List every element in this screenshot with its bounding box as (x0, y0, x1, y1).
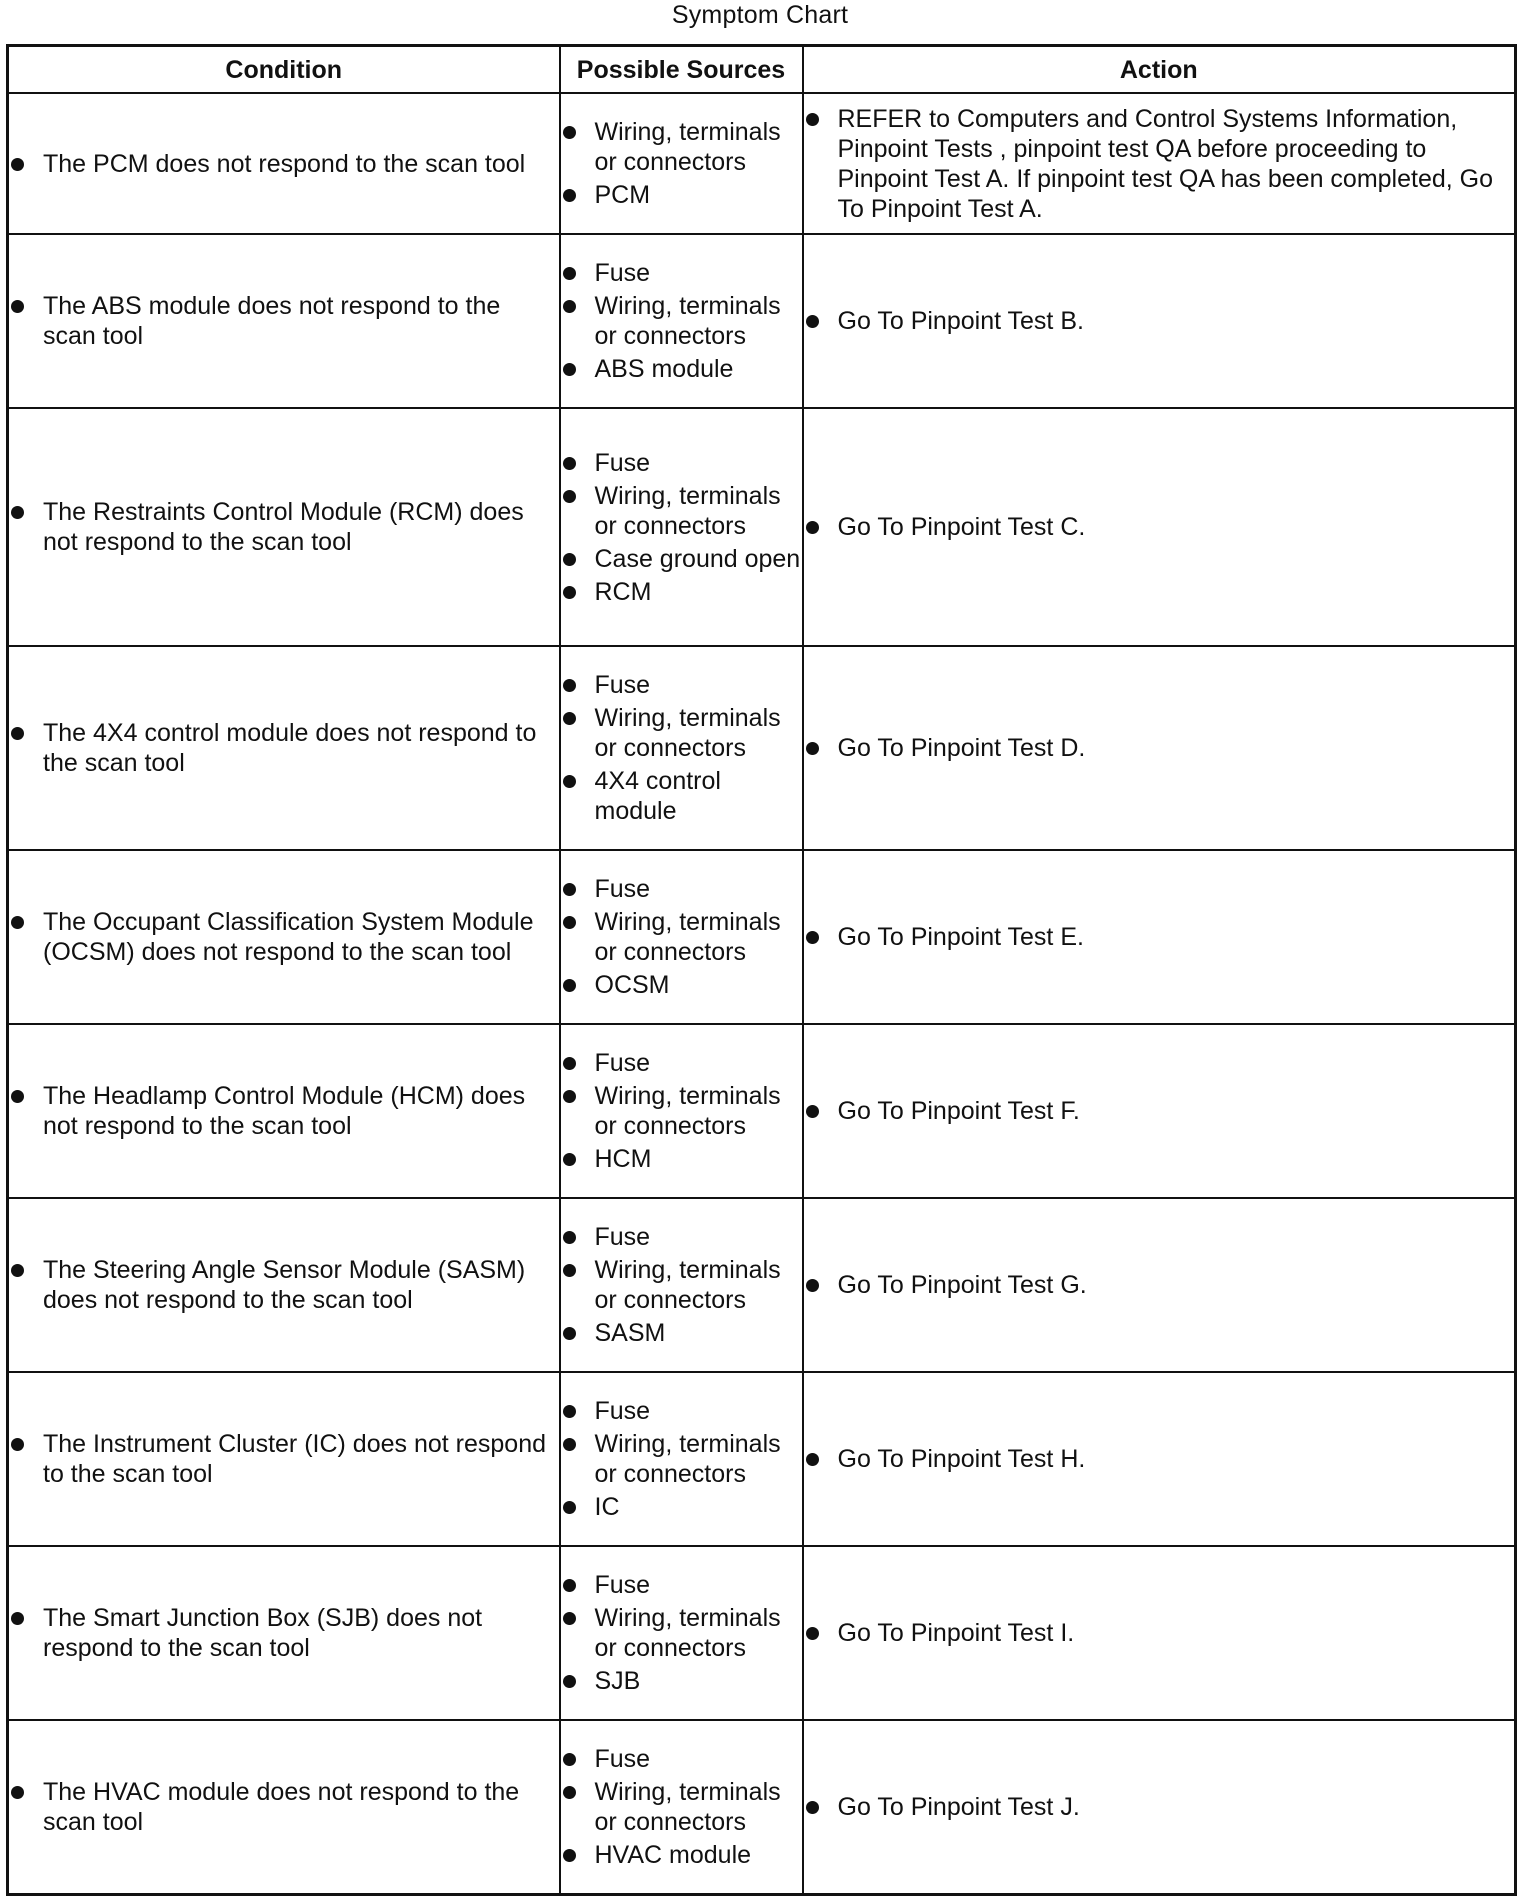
action-text: Go To Pinpoint Test B. (804, 306, 1515, 336)
source-item: HVAC module (561, 1840, 802, 1870)
column-header-condition: Condition (8, 46, 560, 94)
sources-cell (560, 408, 803, 646)
action-text: Go To Pinpoint Test G. (804, 1270, 1515, 1300)
condition-text: The Smart Junction Box (SJB) does not respond to the scan tool (9, 1603, 559, 1663)
condition-text: The Occupant Classification System Module (OCSM) does not respond to the scan tool (9, 907, 559, 967)
source-item: Fuse (561, 1744, 802, 1774)
source-item: PCM (561, 180, 802, 210)
symptom-chart-table (6, 44, 1517, 1896)
condition-cell (8, 234, 560, 408)
condition-cell (8, 850, 560, 1024)
source-item: Fuse (561, 448, 802, 478)
source-item: Fuse (561, 1048, 802, 1078)
action-text: Go To Pinpoint Test J. (804, 1792, 1515, 1822)
sources-cell (560, 1024, 803, 1198)
table-row (8, 1198, 1516, 1372)
source-item: OCSM (561, 970, 802, 1000)
action-cell (803, 408, 1516, 646)
condition-cell (8, 1024, 560, 1198)
source-item: Fuse (561, 874, 802, 904)
source-item: Wiring, terminals or connectors (561, 1603, 802, 1663)
table-row (8, 408, 1516, 646)
source-item: Wiring, terminals or connectors (561, 1255, 802, 1315)
condition-text: The Steering Angle Sensor Module (SASM) does not respond to the scan tool (9, 1255, 559, 1315)
condition-text: The Restraints Control Module (RCM) does not respond to the scan tool (9, 497, 559, 557)
condition-text: The PCM does not respond to the scan tool (9, 149, 559, 179)
action-text: Go To Pinpoint Test I. (804, 1618, 1515, 1648)
sources-cell (560, 234, 803, 408)
condition-cell (8, 1546, 560, 1720)
sources-cell (560, 850, 803, 1024)
action-text: REFER to Computers and Control Systems Information, Pinpoint Tests , pinpoint test QA before proceeding to Pinpoint Test A. If pinpoint test QA has been completed, Go To Pinpoint Test A. (804, 104, 1515, 224)
table-row (8, 93, 1516, 234)
source-item: SASM (561, 1318, 802, 1348)
table-row (8, 850, 1516, 1024)
condition-text: The Instrument Cluster (IC) does not respond to the scan tool (9, 1429, 559, 1489)
source-item: Fuse (561, 670, 802, 700)
condition-text: The Headlamp Control Module (HCM) does not respond to the scan tool (9, 1081, 559, 1141)
table-header-row (8, 46, 1516, 94)
action-cell (803, 1546, 1516, 1720)
action-cell (803, 1720, 1516, 1894)
action-text: Go To Pinpoint Test C. (804, 512, 1515, 542)
condition-text: The HVAC module does not respond to the scan tool (9, 1777, 559, 1837)
condition-cell (8, 646, 560, 850)
source-item: Wiring, terminals or connectors (561, 481, 802, 541)
sources-cell (560, 1372, 803, 1546)
table-row (8, 646, 1516, 850)
action-cell (803, 1372, 1516, 1546)
source-item: Case ground open (561, 544, 802, 574)
condition-cell (8, 1198, 560, 1372)
source-item: Fuse (561, 1222, 802, 1252)
source-item: RCM (561, 577, 802, 607)
source-item: Wiring, terminals or connectors (561, 117, 802, 177)
action-cell (803, 1024, 1516, 1198)
table-row (8, 1024, 1516, 1198)
condition-cell (8, 408, 560, 646)
action-text: Go To Pinpoint Test E. (804, 922, 1515, 952)
sources-cell (560, 1546, 803, 1720)
column-header-action: Action (803, 46, 1516, 94)
source-item: Wiring, terminals or connectors (561, 1777, 802, 1837)
source-item: Wiring, terminals or connectors (561, 1429, 802, 1489)
source-item: Fuse (561, 1570, 802, 1600)
source-item: ABS module (561, 354, 802, 384)
source-item: Wiring, terminals or connectors (561, 1081, 802, 1141)
source-item: Fuse (561, 1396, 802, 1426)
action-text: Go To Pinpoint Test D. (804, 733, 1515, 763)
sources-cell (560, 1720, 803, 1894)
page-title: Symptom Chart (671, 1, 849, 29)
condition-cell (8, 93, 560, 234)
condition-text: The ABS module does not respond to the scan tool (9, 291, 559, 351)
table-row (8, 1720, 1516, 1894)
sources-cell (560, 1198, 803, 1372)
action-text: Go To Pinpoint Test H. (804, 1444, 1515, 1474)
source-item: Fuse (561, 258, 802, 288)
action-cell (803, 646, 1516, 850)
source-item: Wiring, terminals or connectors (561, 703, 802, 763)
column-header-possible-sources: Possible Sources (560, 46, 803, 94)
sources-cell (560, 646, 803, 850)
source-item: SJB (561, 1666, 802, 1696)
table-row (8, 1546, 1516, 1720)
action-text: Go To Pinpoint Test F. (804, 1096, 1515, 1126)
table-row (8, 234, 1516, 408)
action-cell (803, 1198, 1516, 1372)
action-cell (803, 850, 1516, 1024)
sources-cell (560, 93, 803, 234)
condition-cell (8, 1372, 560, 1546)
source-item: Wiring, terminals or connectors (561, 291, 802, 351)
condition-text: The 4X4 control module does not respond to the scan tool (9, 718, 559, 778)
action-cell (803, 93, 1516, 234)
condition-cell (8, 1720, 560, 1894)
table-row (8, 1372, 1516, 1546)
action-cell (803, 234, 1516, 408)
source-item: Wiring, terminals or connectors (561, 907, 802, 967)
source-item: 4X4 control module (561, 766, 802, 826)
source-item: HCM (561, 1144, 802, 1174)
source-item: IC (561, 1492, 802, 1522)
